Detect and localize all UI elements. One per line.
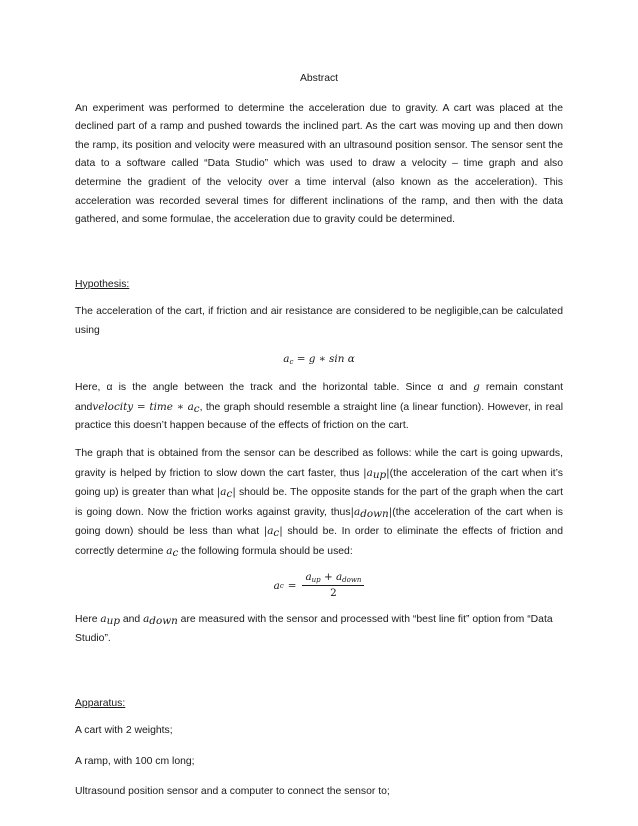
hypothesis-intro: The acceleration of the cart, if friction and air resistance are considered to be negligible,can be calculated using xyxy=(75,306,563,336)
p3-text-3: should be. The opposite stands for the part of the graph when the cart is going down. Now the friction works against gravity, thus xyxy=(75,487,563,518)
p4-text-1: Here xyxy=(75,614,101,626)
p3-ac3-sub: c xyxy=(172,546,179,559)
formula2-num-a-sub: up xyxy=(311,576,321,585)
formula-lhs: a xyxy=(283,352,290,365)
p2-text-2: remain constant and xyxy=(75,382,563,413)
formula2-num-a: a xyxy=(305,571,312,584)
section-title-abstract: Abstract xyxy=(299,73,339,84)
p3-text-1: The graph that is obtained from the sensor can be described as follows: while the cart is going upwards, gravity is helped by friction to slow down the cart faster, thus xyxy=(75,447,563,479)
p3-adown-sub: down xyxy=(360,507,389,520)
p2-text-3: , the graph should resemble a straight line (a linear function). However, in real practice this doesn’t happen because of the effects of friction on the cart. xyxy=(75,401,563,432)
p4-adown: a xyxy=(143,613,150,626)
p4-adown-sub: down xyxy=(149,615,178,628)
formula2-num-b: a xyxy=(335,571,343,584)
p3-text-2: (the acceleration of the cart when it’s going up) is greater than what xyxy=(75,467,563,499)
p2-text-1: Here, α is the angle between the track and the horizontal table. Since α and xyxy=(75,382,474,394)
document-page xyxy=(75,70,563,811)
formula2-fraction xyxy=(302,570,364,601)
apparatus-item: A cart with 2 weights; xyxy=(75,725,173,737)
p3-ac2: a xyxy=(267,525,274,538)
p3-aup-sub: up xyxy=(372,468,387,481)
formula-acceleration xyxy=(75,350,563,369)
formula2-num-b-sub: down xyxy=(342,576,362,585)
hypothesis-paragraph-3: The graph that is obtained from the sensor can be described as follows: while the cart is going upwards, gravity is helped by friction to slow down the cart faster, thus $|a_{up}|(the$ acceleration of the cart when it’s going up) is greater than what $|a_c|$ should be. The opposite stands for the part of the graph when the cart is going down. Now the friction works against gravity, $thus|a_{down}|(the$ acceleration of the cart when is going down) should be less than what $|a_c|$ should be. In order to eliminate the effects of friction and correctly determine $a_c$ the following formula should be used: xyxy=(75,447,563,559)
hypothesis-paragraph-4 xyxy=(75,610,563,648)
p4-aup-sub: up xyxy=(106,615,120,628)
p3-ac2-sub: c xyxy=(273,527,280,540)
formula2-lhs: a xyxy=(273,579,280,592)
p3-ac3: a xyxy=(166,544,173,557)
formula2-denominator: 2 xyxy=(330,587,337,600)
p3-adown: a xyxy=(354,505,361,518)
section-heading-apparatus: Apparatus: xyxy=(75,697,126,709)
p3-ac-sub: c xyxy=(226,488,233,501)
p3-text-5: should be. In order to eliminate the effects of friction and correctly determine xyxy=(75,526,563,557)
p2-velocity-eq: velocity = time ∗ a xyxy=(92,400,194,413)
p4-text-3: are measured with the sensor and processed with “best line fit” option from “Data Studio”. xyxy=(75,614,553,645)
formula-rhs: = g ∗ sin α xyxy=(296,352,355,365)
abstract-paragraph: An experiment was performed to determine the acceleration due to gravity. A cart was placed at the declined part of a ramp and pushed towards the inclined part. As the cart was moving up and then down the ramp, its position and velocity were measured with an ultrasound position sensor. The sensor sent the data to a software called “Data Studio” which was used to draw a velocity – time graph and also determine the gradient of the velocity over a time interval (also known as the acceleration). This acceleration was recorded several times for different inclinations of the ramp, and then with the data gathered, and some formulae, the acceleration due to gravity could be determined. xyxy=(75,102,563,226)
apparatus-item: Ultrasound position sensor and a computer to connect the sensor to; xyxy=(75,786,390,798)
section-heading-hypothesis: Hypothesis: xyxy=(75,278,130,290)
formula-average-acceleration: a c = $\frac{a_{up} + a_{down}}{2}$ xyxy=(75,570,563,601)
p3-text-4: (the acceleration of the cart when is going down) should be less than what xyxy=(75,506,563,538)
formula2-equals: = xyxy=(287,579,297,592)
p3-aup: a xyxy=(366,466,373,479)
p4-text-2: and xyxy=(119,614,144,626)
p4-aup: a xyxy=(100,613,107,626)
p3-ac: a xyxy=(220,486,227,499)
formula2-plus: + xyxy=(320,571,336,584)
p2-g: g xyxy=(473,381,480,394)
hypothesis-paragraph-2 xyxy=(75,378,563,436)
p2-velocity-eq-sub: c xyxy=(193,402,200,415)
formula2-numerator xyxy=(302,570,364,586)
formula-lhs-sub: c xyxy=(289,357,294,366)
apparatus-item: A ramp, with 100 cm long; xyxy=(75,755,195,767)
p3-text-6: the following formula should be used: xyxy=(178,545,353,557)
